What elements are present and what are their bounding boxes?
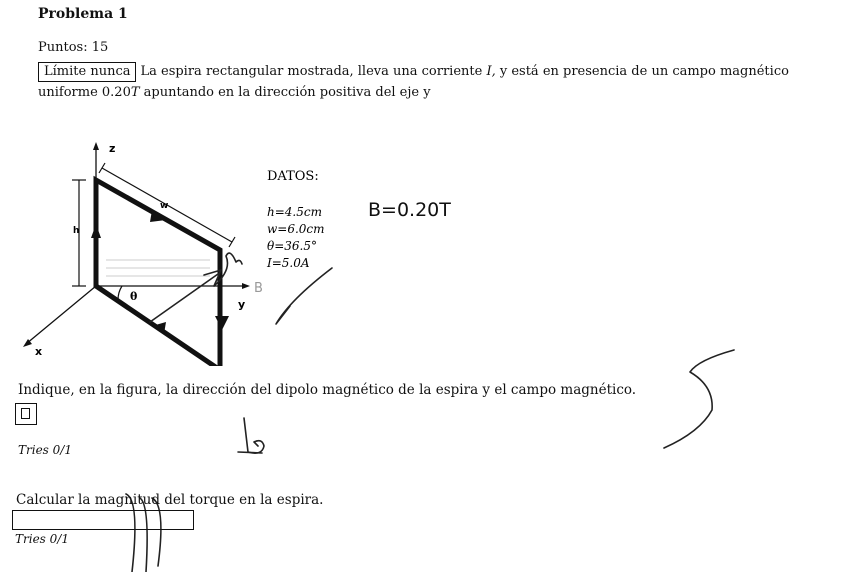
handwritten-field-note: B=0.20T <box>368 199 451 221</box>
statement-post: apuntando en la dirección positiva del eje y <box>139 85 431 100</box>
dimension-w-label: w <box>160 201 169 211</box>
y-axis-label: y <box>238 298 246 311</box>
datos-theta: θ=36.5° <box>267 239 317 253</box>
hook-base <box>238 452 262 453</box>
question-1-text: Indique, en la figura, la dirección del dipolo magnético de la espira y el campo magnético. <box>18 382 637 398</box>
torque-answer-input[interactable] <box>12 510 194 530</box>
check-mark <box>276 268 332 324</box>
datos-i: I=5.0A <box>267 256 310 270</box>
direction-answer-box[interactable] <box>15 403 37 425</box>
answer-box-inner <box>21 408 30 419</box>
field-unit: T <box>130 85 140 100</box>
margin-s-stroke <box>664 350 734 448</box>
overstrike-3 <box>152 498 161 566</box>
dimension-h-label: h <box>73 226 80 236</box>
question-2-text: Calcular la magnitud del torque en la espira. <box>16 492 324 508</box>
dipole-scribble <box>214 253 242 286</box>
z-axis-label: z <box>109 142 116 155</box>
handwritten-b-mark: B <box>254 281 263 296</box>
question-1-tries: Tries 0/1 <box>18 443 72 457</box>
current-symbol: I, <box>486 64 496 79</box>
statement-pre: La espira rectangular mostrada, lleva una corriente <box>140 64 487 79</box>
datos-title: DATOS: <box>267 169 319 184</box>
datos-h: h=4.5cm <box>267 205 322 219</box>
hook-stroke <box>244 418 264 453</box>
x-axis-label: x <box>35 345 43 358</box>
question-2-tries: Tries 0/1 <box>15 532 69 546</box>
limit-badge: Límite nunca <box>38 62 136 82</box>
problem-title: Problema 1 <box>38 6 128 22</box>
points-label: Puntos: 15 <box>38 40 109 55</box>
datos-w: w=6.0cm <box>267 222 325 236</box>
theta-label: θ <box>130 290 138 303</box>
dipole-arrow-sketch <box>150 274 218 322</box>
statement-mid: y está en presencia de un campo magnético uniforme 0.20 <box>38 64 789 100</box>
